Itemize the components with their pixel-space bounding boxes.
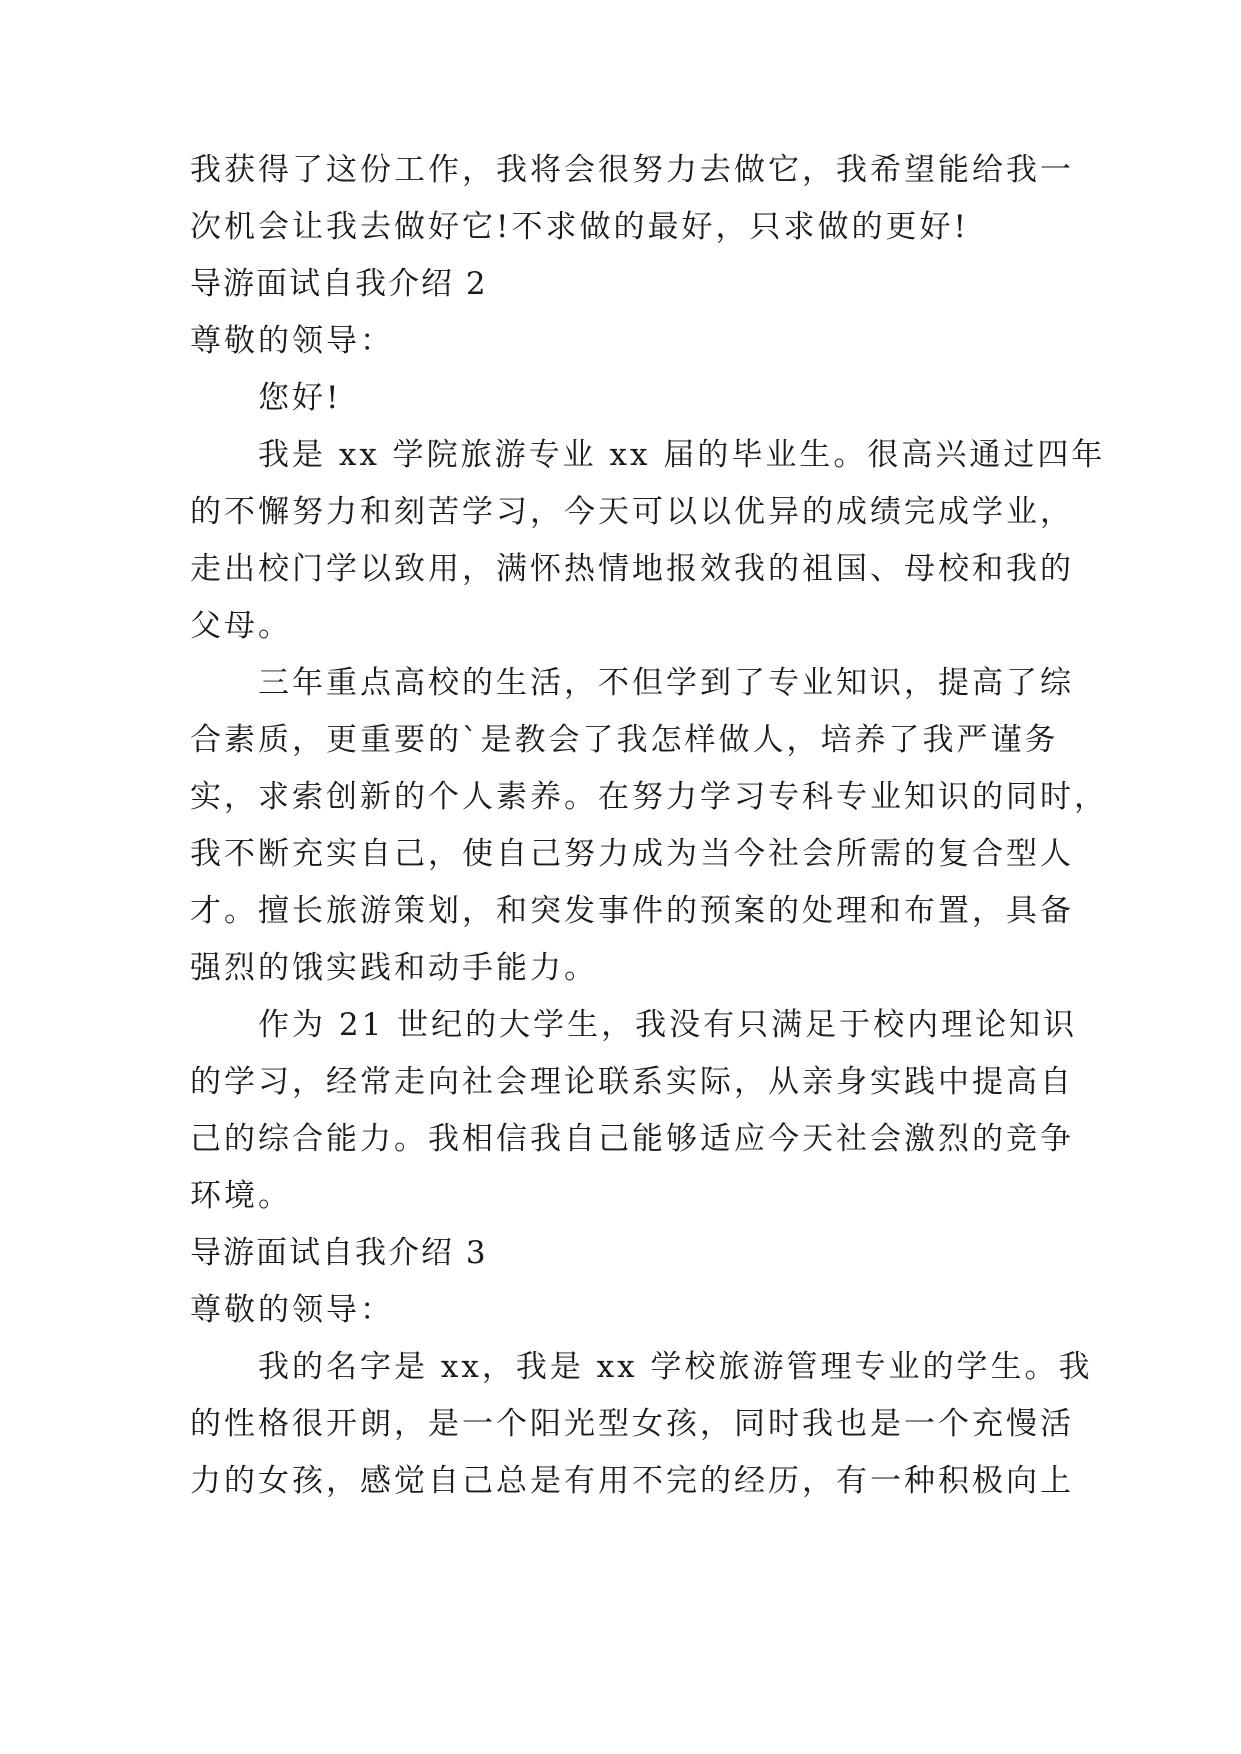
paragraph-line: 父母。: [190, 608, 292, 644]
paragraph-line: 合素质，更重要的`是教会了我怎样做人，培养了我严谨务: [190, 722, 1059, 758]
paragraph-line: 三年重点高校的生活，不但学到了专业知识，提高了综: [258, 665, 1074, 701]
body-line: 次机会让我去做好它!不求做的最好，只求做的更好!: [190, 209, 969, 245]
paragraph-line: 环境。: [190, 1178, 292, 1214]
paragraph-line: 己的综合能力。我相信我自己能够适应今天社会激烈的竞争: [190, 1121, 1074, 1157]
paragraph-line: 的不懈努力和刻苦学习，今天可以以优异的成绩完成学业，: [190, 494, 1074, 530]
paragraph-line: 力的女孩，感觉自己总是有用不完的经历，有一种积极向上: [190, 1463, 1074, 1499]
paragraph-line: 的性格很开朗，是一个阳光型女孩，同时我也是一个充慢活: [190, 1406, 1074, 1442]
paragraph-line: 才。擅长旅游策划，和突发事件的预案的处理和布置，具备: [190, 893, 1074, 929]
paragraph-line: 我的名字是 xx，我是 xx 学校旅游管理专业的学生。我: [258, 1349, 1093, 1385]
greeting: 您好!: [258, 380, 342, 416]
paragraph-line: 作为 21 世纪的大学生，我没有只满足于校内理论知识: [258, 1007, 1078, 1043]
paragraph-line: 的学习，经常走向社会理论联系实际，从亲身实践中提高自: [190, 1064, 1074, 1100]
paragraph-line: 我是 xx 学院旅游专业 xx 届的毕业生。很高兴通过四年: [258, 437, 1106, 473]
salutation: 尊敬的领导：: [190, 1292, 394, 1328]
paragraph-line: 走出校门学以致用，满怀热情地报效我的祖国、母校和我的: [190, 551, 1074, 587]
paragraph-line: 强烈的饿实践和动手能力。: [190, 950, 598, 986]
salutation: 尊敬的领导：: [190, 323, 394, 359]
section-heading: 导游面试自我介绍 2: [190, 266, 488, 302]
body-line: 我获得了这份工作，我将会很努力去做它，我希望能给我一: [190, 152, 1074, 188]
section-heading: 导游面试自我介绍 3: [190, 1235, 488, 1271]
paragraph-line: 我不断充实自己，使自己努力成为当今社会所需的复合型人: [190, 836, 1074, 872]
paragraph-line: 实，求索创新的个人素养。在努力学习专科专业知识的同时，: [190, 779, 1108, 815]
